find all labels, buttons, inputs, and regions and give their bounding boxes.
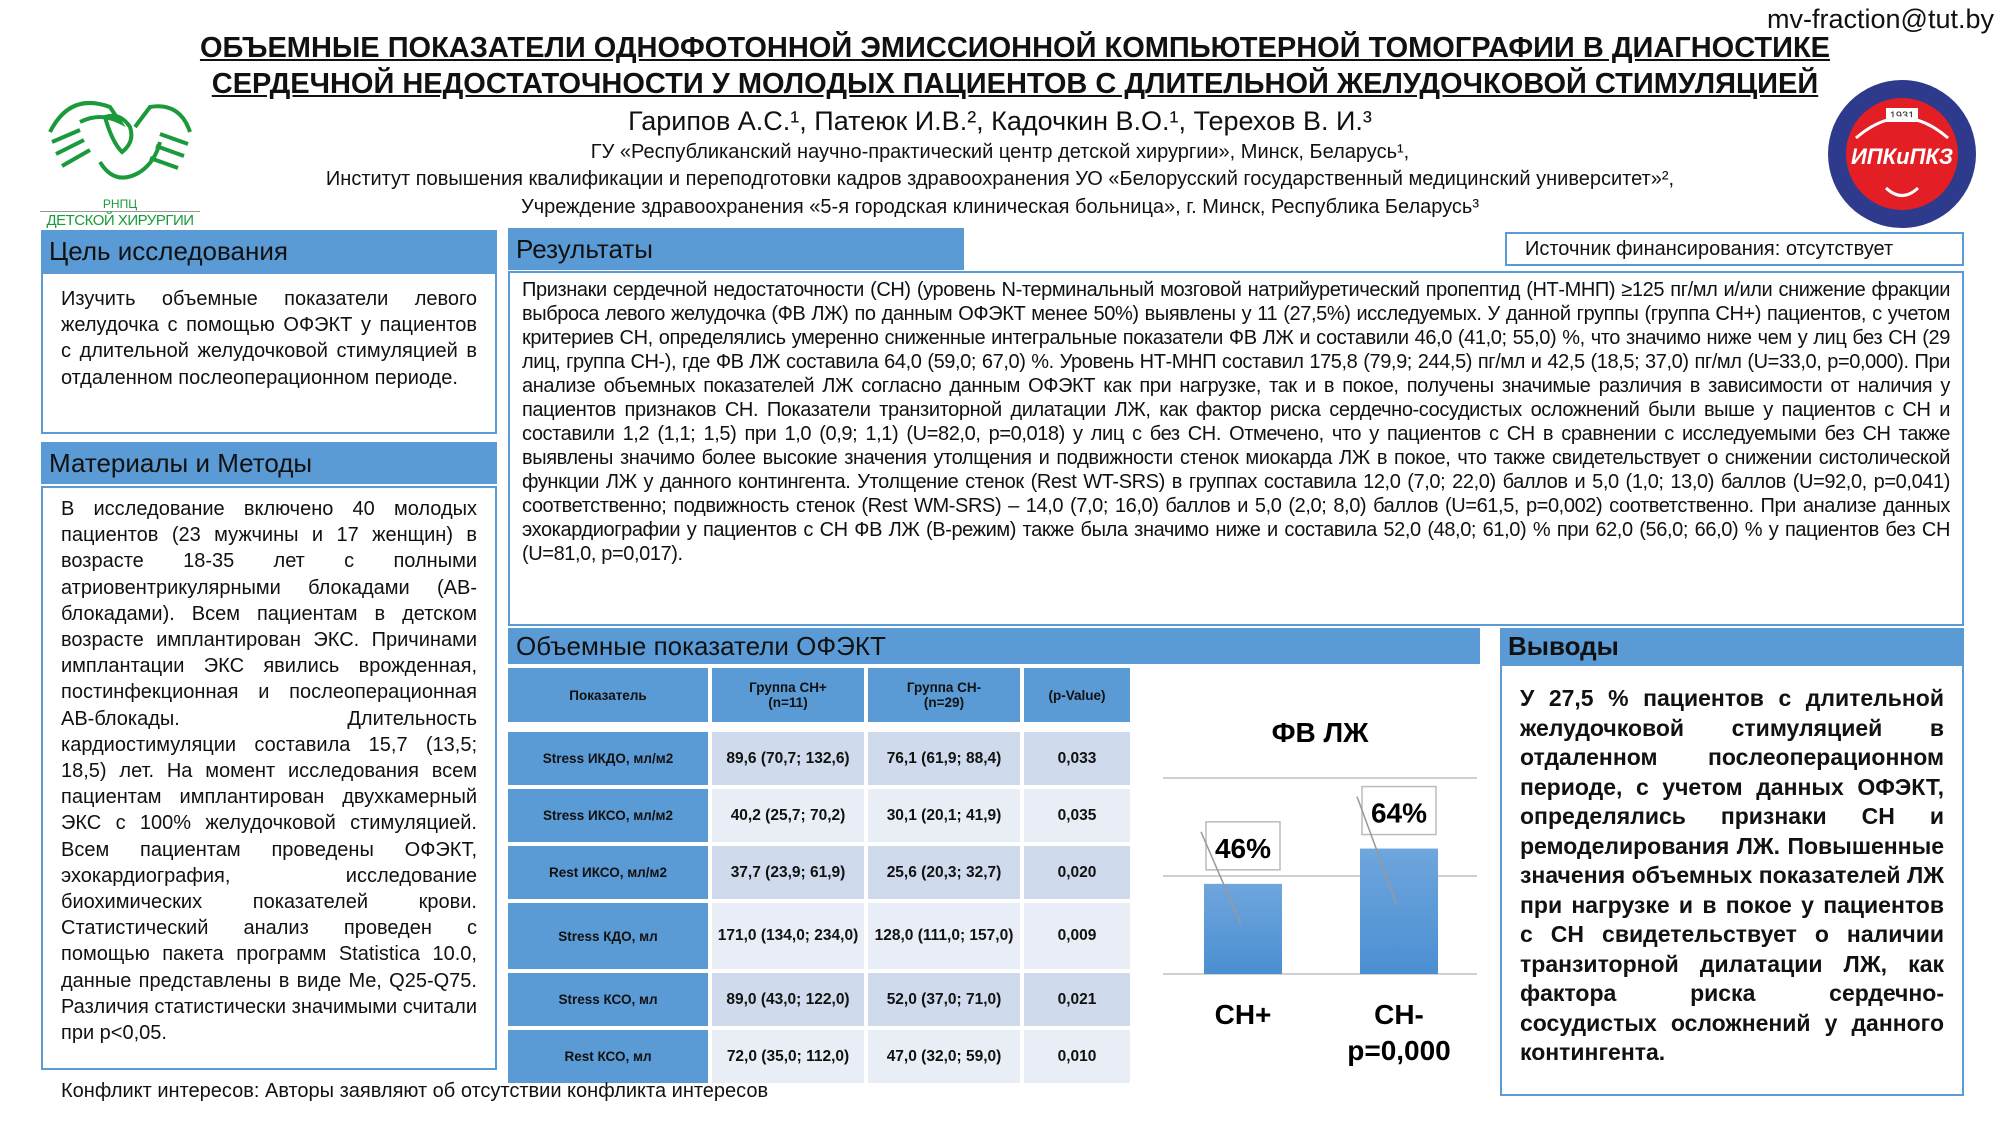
group-plus-value: 40,2 (25,7; 70,2) — [712, 789, 864, 842]
group-minus-value: 76,1 (61,9; 88,4) — [868, 732, 1020, 785]
p-value: 0,009 — [1024, 903, 1130, 969]
group-minus-label: Группа СН- — [906, 680, 982, 695]
col-header-pvalue: (p-Value) — [1024, 668, 1130, 722]
p-value: 0,010 — [1024, 1030, 1130, 1083]
p-value-label: p=0,000 — [1347, 1035, 1451, 1066]
ef-chart — [1145, 664, 1485, 1084]
conclusions-box — [1500, 664, 1964, 1096]
group-minus-value: 47,0 (32,0; 59,0) — [868, 1030, 1020, 1083]
bar-СН+ — [1204, 884, 1282, 974]
funding-note: Источник финансирования: отсутствует — [1505, 232, 1964, 266]
data-label: 64% — [1370, 797, 1428, 829]
poster-title — [150, 30, 1880, 102]
volumes-table — [504, 664, 1134, 1087]
svg-text:ИПКиПКЗ: ИПКиПКЗ — [1850, 144, 1954, 169]
ipk-logo — [1826, 78, 1978, 230]
category-label: СН- — [1374, 999, 1424, 1030]
results-box — [508, 271, 1964, 626]
methods-box — [41, 486, 497, 1070]
row-indicator: Stress КСО, мл — [508, 973, 708, 1026]
logo-text-bottom: ДЕТСКОЙ ХИРУРГИИ — [40, 211, 200, 229]
row-indicator: Rest ИКСО, мл/м2 — [508, 846, 708, 899]
group-minus-value: 30,1 (20,1; 41,9) — [868, 789, 1020, 842]
logo-text-top: РНПЦ — [102, 197, 138, 211]
contact-email: mv-fraction@tut.by — [1767, 4, 1994, 34]
conclusions-heading: Выводы — [1500, 628, 1964, 664]
col-header-group-minus — [868, 668, 1020, 722]
table-row — [508, 903, 1130, 969]
aim-text: Изучить объемные показатели левого желудочка с помощью ОФЭКТ у пациентов с длительной желудочковой стимуляцией в отдаленном послеоперационном периоде. — [61, 288, 477, 389]
p-value: 0,035 — [1024, 789, 1130, 842]
group-plus-value: 37,7 (23,9; 61,9) — [712, 846, 864, 899]
col-header-group-plus — [712, 668, 864, 722]
row-indicator: Rest КСО, мл — [508, 1030, 708, 1083]
authors: Гарипов А.С.¹, Патеюк И.В.², Кадочкин В.О.¹, Терехов В. И.³ — [628, 106, 1372, 136]
title-line-1: ОБЪЕМНЫЕ ПОКАЗАТЕЛИ ОДНОФОТОННОЙ ЭМИССИОННОЙ КОМПЬЮТЕРНОЙ ТОМОГРАФИИ В ДИАГНОСТИКЕ — [199, 32, 1831, 64]
results-heading: Результаты — [508, 228, 964, 270]
p-value: 0,020 — [1024, 846, 1130, 899]
aim-box — [41, 272, 497, 434]
group-plus-value: 89,6 (70,7; 132,6) — [712, 732, 864, 785]
table-row — [508, 846, 1130, 899]
group-minus-value: 52,0 (37,0; 71,0) — [868, 973, 1020, 1026]
affiliation-3: Учреждение здравоохранения «5-я городская клиническая больница», г. Минск, Республика Беларусь³ — [520, 196, 1480, 218]
group-minus-n: (n=29) — [923, 695, 965, 710]
p-value: 0,021 — [1024, 973, 1130, 1026]
ef-chart-svg — [1145, 664, 1485, 1084]
aim-heading: Цель исследования — [41, 230, 497, 272]
row-indicator: Stress КДО, мл — [508, 903, 708, 969]
affiliation-1: ГУ «Республиканский научно-практический центр детской хирургии», Минск, Беларусь¹, — [590, 141, 1410, 163]
svg-text:1931: 1931 — [1889, 110, 1915, 122]
conclusions-text: У 27,5 % пациентов с длительной желудочковой стимуляцией в отдаленном послеоперационном периоде, с учетом данных ОФЭКТ, определялись признаки СН и ремоделирования ЛЖ. Повышенные значения объемных показателей ЛЖ при нагрузке и в покое у пациентов с СН свидетельствует о наличии транзиторной дилатации ЛЖ, как фактора риска сердечно-сосудистых осложнений у данного контингента. — [1520, 685, 1944, 1065]
title-line-2: СЕРДЕЧНОЙ НЕДОСТАТОЧНОСТИ У МОЛОДЫХ ПАЦИЕНТОВ С ДЛИТЕЛЬНОЙ ЖЕЛУДОЧКОВОЙ СТИМУЛЯЦИЕЙ — [211, 68, 1819, 100]
row-indicator: Stress ИКСО, мл/м2 — [508, 789, 708, 842]
table-row — [508, 732, 1130, 785]
table-row — [508, 789, 1130, 842]
chart-title: ФВ ЛЖ — [1271, 717, 1369, 748]
data-label: 46% — [1214, 832, 1272, 864]
affiliation-2: Институт повышения квалификации и переподготовки кадров здравоохранения УО «Белорусский государственный медицинский университет»², — [325, 168, 1675, 190]
group-plus-n: (n=11) — [768, 695, 808, 710]
group-plus-value: 171,0 (134,0; 234,0) — [712, 903, 864, 969]
bar-СН- — [1360, 849, 1438, 974]
rnpc-logo — [40, 82, 200, 230]
col-header-indicator: Показатель — [508, 668, 708, 722]
category-label: СН+ — [1214, 999, 1272, 1030]
results-text: Признаки сердечной недостаточности (СН) (уровень N-терминальный мозговой натрийуретический пропептид (НТ-МНП) ≥125 пг/мл и/или снижение фракции выброса левого желудочка (ФВ ЛЖ) по данным ОФЭКТ менее 50%) выявлены у 11 (27,5%) исследуемых. У данной группы (группа СН+) пациентов, с учетом критериев СН, определялись умеренно сниженные интегральные показатели ФВ ЛЖ и составили 46,0 (41,0; 55,0) %, что значимо ниже чем у лиц без СН (29 лиц, группа СН-), где ФВ ЛЖ составила 64,0 (59,0; 67,0) %. Уровень НТ-МНП составил 175,8 (79,9; 244,5) пг/мл и 42,5 (18,5; 37,0) пг/мл (U=33,0, p=0,000). При анализе объемных показателей ЛЖ согласно данным ОФЭКТ как при нагрузке, так и в покое, получены значимые различия в зависимости от наличия у пациентов признаков СН. Показатели транзиторной дилатации ЛЖ, как фактор риска сердечно-сосудистых осложнений были выше у пациентов с СН и составили 1,2 (1,1; 1,5) при 1,0 (0,9; 1,1) (U=82,0, p=0,018) у лиц с без СН. Отмечено, что у пациентов с СН в сравнении с исследуемыми без СН также выявлены значимо более высокие значения утолщения и подвижности стенок миокарда ЛЖ в покое, что также свидетельствует о снижении систолической функции ЛЖ у данного контингента. Утолщение стенок (Rest WT-SRS) в группах составила 12,0 (7,0; 22,0) баллов и 5,0 (1,0; 13,0) баллов (U=92,0, p=0,041) соответственно; подвижность стенок (Rest WM-SRS) – 14,0 (7,0; 16,0) баллов и 5,0 (2,0; 8,0) баллов (U=61,5, p=0,002) соответственно. При анализе данных эхокардиографии у пациентов с СН ФВ ЛЖ (В-режим) также была значимо ниже и составила 52,0 (48,0; 61,0) % при 62,0 (56,0; 66,0) % у пациентов без СН (U=81,0, p=0,017). — [522, 279, 1950, 565]
hands-dove-icon — [40, 82, 200, 192]
methods-heading: Материалы и Методы — [41, 442, 497, 484]
group-plus-value: 89,0 (43,0; 122,0) — [712, 973, 864, 1026]
table-row — [508, 1030, 1130, 1083]
group-minus-value: 25,6 (20,3; 32,7) — [868, 846, 1020, 899]
methods-text: В исследование включено 40 молодых пациентов (23 мужчины и 17 женщин) в возрасте 18-35 лет с полными атриовентрикулярными блокадами (АВ-блокадами). Всем пациентам в детском возрасте имплантирован ЭКС. Причинами имплантации ЭКС явились врожденная, постинфекционная и послеоперационная АВ-блокады. Длительность кардиостимуляции составила 15,7 (13,5; 18,5) лет. На момент исследования всем пациентам имплантирован двухкамерный ЭКС с 100% желудочковой стимуляцией. Всем пациентам проведены ОФЭКТ, эхокардиография, исследование биохимических показателей крови. Статистический анализ проведен с помощью пакета программ Statistica 10.0, данные представлены в виде Me, Q25-Q75. Различия статистически значимыми считали при p<0,05. — [61, 498, 478, 1045]
row-indicator: Stress ИКДО, мл/м2 — [508, 732, 708, 785]
table-row — [508, 973, 1130, 1026]
p-value: 0,033 — [1024, 732, 1130, 785]
conflict-of-interest: Конфликт интересов: Авторы заявляют об отсутствии конфликта интересов — [61, 1080, 769, 1102]
group-plus-value: 72,0 (35,0; 112,0) — [712, 1030, 864, 1083]
volumes-heading: Объемные показатели ОФЭКТ — [508, 628, 1480, 664]
group-minus-value: 128,0 (111,0; 157,0) — [868, 903, 1020, 969]
ipk-seal-icon — [1826, 78, 1978, 230]
group-plus-label: Группа СН+ — [749, 680, 827, 695]
